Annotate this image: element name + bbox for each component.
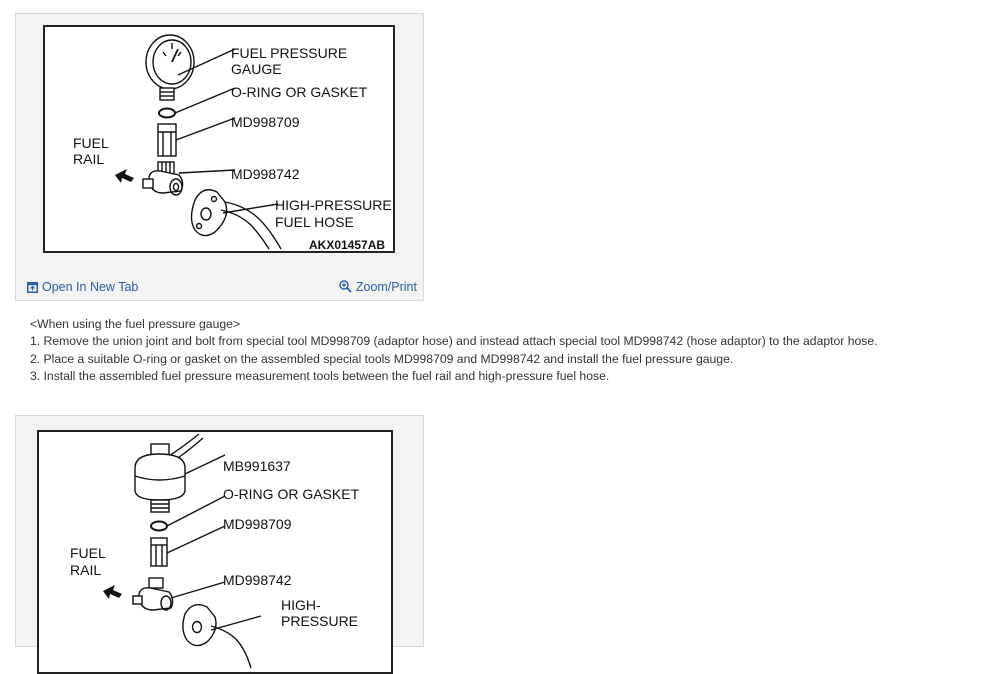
open-new-tab-link[interactable] xyxy=(27,280,138,294)
figure-card-fuel-pressure-sensor xyxy=(15,415,424,647)
figure-footer xyxy=(16,275,423,299)
label-high-pressure-2: PRESSURE xyxy=(281,613,359,629)
label-oring-gasket: O-RING OR GASKET xyxy=(231,84,368,100)
diagram-fuel-pressure-gauge xyxy=(43,25,395,253)
label-md998709-2: MD998709 xyxy=(223,516,292,532)
figure-id: AKX01457AB xyxy=(309,238,386,252)
label-md998742: MD998742 xyxy=(231,166,300,182)
figure-card-fuel-pressure-gauge xyxy=(15,13,424,301)
label-fuel-rail-fig2-2: RAIL xyxy=(70,562,102,578)
label-high-pressure: HIGH- xyxy=(281,597,321,613)
procedure-step-1: 1. Remove the union joint and bolt from special tool MD998709 (adaptor hose) and instead attach special tool MD998742 (hose adaptor) to the adaptor hose. xyxy=(30,334,878,349)
label-fuel-pressure-gauge: FUEL PRESSURE xyxy=(231,45,348,61)
zoom-print-label: Zoom/Print xyxy=(355,280,417,294)
label-fuel-pressure-gauge-2: GAUGE xyxy=(231,61,282,77)
open-new-tab-icon xyxy=(27,282,38,293)
diagram-fuel-pressure-sensor xyxy=(37,430,393,674)
open-new-tab-label: Open In New Tab xyxy=(42,280,139,294)
procedure-heading: <When using the fuel pressure gauge> xyxy=(30,317,241,331)
label-high-pressure-fuel-hose-2: FUEL HOSE xyxy=(275,214,354,230)
label-fuel-rail: FUEL xyxy=(73,135,109,151)
procedure-step-2: 2. Place a suitable O-ring or gasket on the assembled special tools MD998709 and MD998742 and install the fuel pressure gauge. xyxy=(30,351,734,366)
procedure-step-3: 3. Install the assembled fuel pressure measurement tools between the fuel rail and high-pressure fuel hose. xyxy=(30,368,610,383)
zoom-icon xyxy=(339,280,352,293)
label-high-pressure-fuel-hose: HIGH-PRESSURE xyxy=(275,197,392,213)
label-md998709: MD998709 xyxy=(231,114,300,130)
label-fuel-rail-2: RAIL xyxy=(73,151,105,167)
label-oring-gasket-2: O-RING OR GASKET xyxy=(223,486,360,502)
zoom-print-link[interactable] xyxy=(339,280,417,294)
label-fuel-rail-fig2: FUEL xyxy=(70,545,106,561)
label-md998742-2: MD998742 xyxy=(223,572,292,588)
procedure-text xyxy=(30,316,980,385)
label-mb991637: MB991637 xyxy=(223,458,291,474)
